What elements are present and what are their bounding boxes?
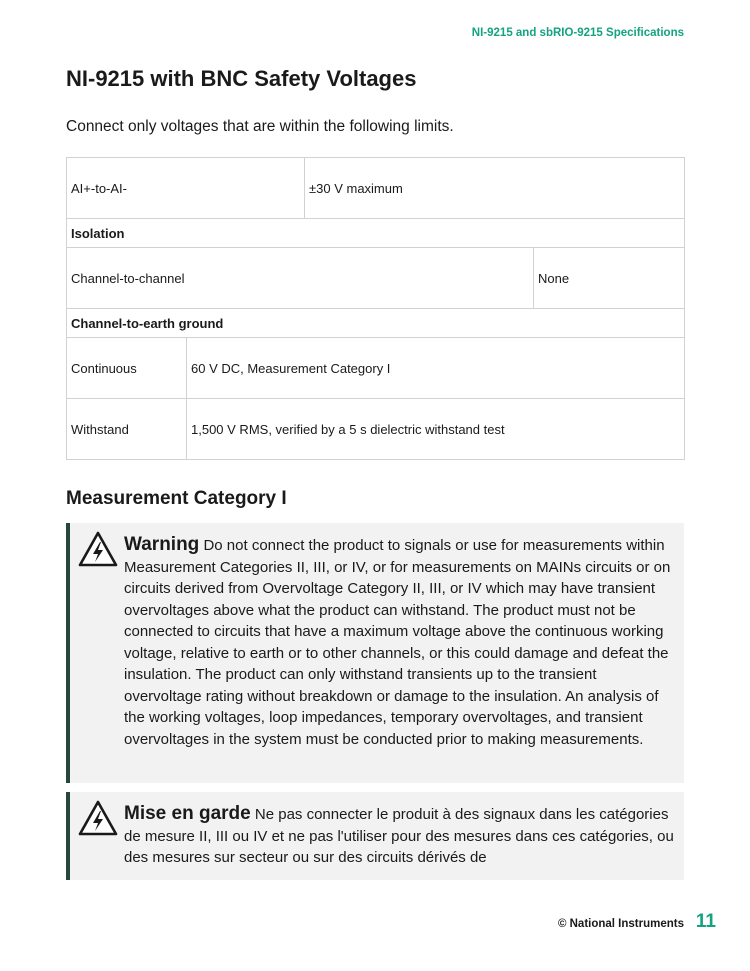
continuous-value-cell: 60 V DC, Measurement Category I [187,338,685,399]
hazardous-voltage-icon [78,531,118,567]
table-row [67,338,685,399]
footer-copyright: © National Instruments [557,918,684,930]
intro-text: Connect only voltages that are within the following limits. [66,118,454,135]
table-row [67,219,685,248]
channel-label-cell: Channel-to-channel [67,248,534,309]
isolation-heading: Isolation [67,219,685,248]
table-row [67,248,685,309]
page-number: 11 [695,911,716,932]
ai-value-cell: ±30 V maximum [305,158,685,219]
running-header: NI-9215 and sbRIO-9215 Specifications [471,27,684,39]
warning-title: Warning [124,534,200,555]
ai-label-cell: AI+-to-AI- [67,158,305,219]
channel-value-cell: None [534,248,685,309]
table-row [67,309,685,338]
withstand-value-cell: 1,500 V RMS, verified by a 5 s dielectric withstand test [187,399,685,460]
mise-en-garde-text-block [124,803,674,869]
table-row [67,158,685,219]
warning-callout [66,523,684,783]
warning-body: Do not connect the product to signals or use for measurements within Measurement Categories II, III, or IV, or for measurements on MAINs circuits or on circuits derived from Overvoltage Category II, III, or IV which may have transient overvoltages above what the product can withstand. The product must not be connected to circuits that have a maximum voltage above the continuous working voltage, relative to earth or to other channels, or this could damage and defeat the insulation. The product can only withstand transients up to the transient overvoltage rating without breakdown or damage to the insulation. An analysis of the working voltages, loop impedances, temporary overvoltages, and transient overvoltages in the system must be conducted prior to making measurements. [124,537,671,748]
page-title: NI-9215 with BNC Safety Voltages [66,66,417,91]
continuous-label-cell: Continuous [67,338,187,399]
subsection-title: Measurement Category I [66,488,287,509]
mise-en-garde-title: Mise en garde [124,803,251,824]
mise-en-garde-callout [66,792,684,880]
safety-voltage-table [66,157,685,460]
withstand-label-cell: Withstand [67,399,187,460]
table-row [67,399,685,460]
warning-text-block [124,534,674,750]
mise-en-garde-body: Ne pas connecter le produit à des signaux dans les catégories de mesure II, III ou IV et ne pas l'utiliser pour des mesures dans ces catégories, ou des mesures sur secteur ou sur des circuits dérivés de [124,806,674,866]
hazardous-voltage-icon [78,800,118,836]
earth-heading: Channel-to-earth ground [67,309,685,338]
